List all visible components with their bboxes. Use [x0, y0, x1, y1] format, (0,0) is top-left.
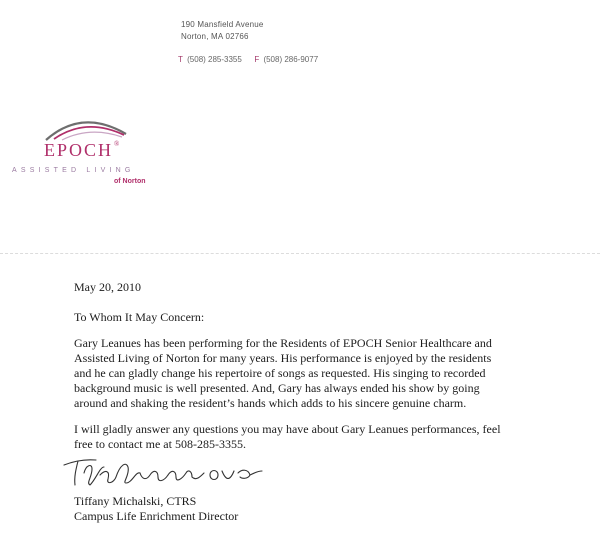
logo-name-text: EPOCH	[44, 140, 114, 160]
logo-subtitle: ASSISTED LIVING	[12, 167, 135, 174]
address-line-city: Norton, MA 02766	[181, 32, 249, 41]
signer-title: Campus Life Enrichment Director	[74, 509, 239, 523]
registered-mark: ®	[114, 140, 120, 148]
letter-date: May 20, 2010	[74, 280, 141, 294]
signer-name: Tiffany Michalski, CTRS	[74, 494, 197, 508]
paragraph-line: and he can gladly change his repertoire of songs as requested. His singing to recorded	[74, 366, 486, 380]
phone-label: T	[178, 55, 183, 64]
paragraph-line: free to contact me at 508-285-3355.	[74, 437, 246, 451]
paragraph-line: Assisted Living of Norton for many years. His performance is enjoyed by the residents	[74, 351, 492, 365]
contact-numbers	[178, 55, 318, 64]
letter-paragraph-1	[74, 336, 574, 411]
handwritten-signature	[62, 455, 272, 491]
fold-divider	[0, 253, 600, 254]
fax-label: F	[254, 55, 260, 64]
phone-number: (508) 285-3355	[187, 55, 242, 64]
letter-salutation: To Whom It May Concern:	[74, 310, 205, 324]
logo-location: of Norton	[114, 178, 146, 185]
paragraph-line: around and shaking the resident’s hands which adds to his sincere genuine charm.	[74, 396, 467, 410]
signer-block	[74, 494, 238, 524]
logo-name	[44, 140, 119, 161]
paragraph-line: Gary Leanues has been performing for the Residents of EPOCH Senior Healthcare and	[74, 336, 492, 350]
fax-number: (508) 286-9077	[263, 55, 319, 64]
letter-paragraph-2	[74, 422, 574, 452]
paragraph-line: I will gladly answer any questions you may have about Gary Leanues performances, feel	[74, 422, 501, 436]
logo-arc-icon	[44, 112, 128, 142]
paragraph-line: background music is well presented. And, Gary has always ended his show by going	[74, 381, 480, 395]
address-line-street: 190 Mansfield Avenue	[181, 20, 264, 29]
